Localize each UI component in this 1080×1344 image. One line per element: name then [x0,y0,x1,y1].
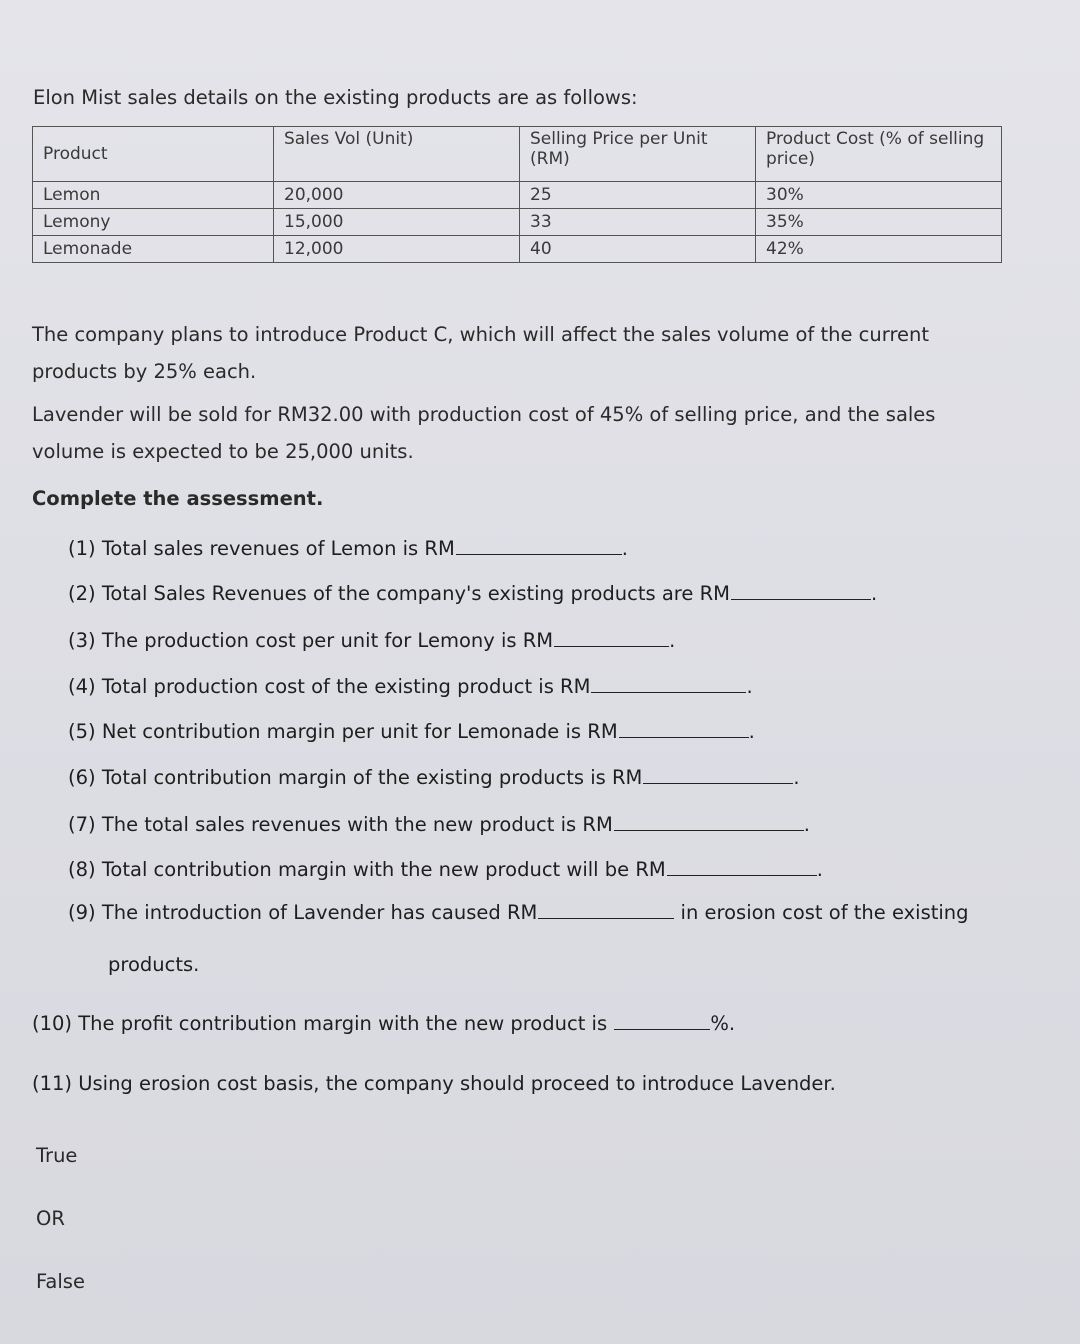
answer-blank[interactable] [591,674,746,693]
question-suffix: . [870,582,878,605]
answer-blank[interactable] [614,1011,710,1030]
question-11: (11) Using erosion cost basis, the company should proceed to introduce Lavender. [32,1072,836,1095]
cell-cost: 30% [756,182,1002,209]
answer-blank[interactable] [554,628,669,647]
question-text: (5) Net contribution margin per unit for Lemonade is RM [68,720,618,743]
question-suffix: %. [710,1012,736,1035]
cell-cost: 42% [756,236,1002,263]
table-row [33,209,1002,236]
cell-price: 33 [520,209,756,236]
cell-price: 25 [520,182,756,209]
cell-sales-vol: 15,000 [274,209,520,236]
question-suffix: . [793,766,800,789]
paragraph-product-c: The company plans to introduce Product C, which will affect the sales volume of the current products by 25% each. [32,323,930,383]
question-text: (1) Total sales revenues of Lemon is RM [68,537,455,560]
question-6 [68,765,800,789]
question-suffix: . [669,629,676,652]
header-sales-vol: Sales Vol (Unit) [274,127,520,182]
header-selling-price: Selling Price per Unit (RM) [520,127,756,182]
answer-blank[interactable] [538,900,674,919]
option-separator: OR [36,1207,65,1230]
question-4 [68,674,753,698]
question-text: (6) Total contribution margin of the existing products is RM [68,766,643,789]
question-9 [68,900,969,924]
table-row [33,182,1002,209]
question-text: (10) The profit contribution margin with the new product is [32,1012,608,1035]
question-9-continuation: products. [108,953,200,976]
question-text: (7) The total sales revenues with the new product is RM [68,813,613,836]
cell-product: Lemonade [33,236,274,263]
question-suffix: . [816,858,823,881]
cell-price: 40 [520,236,756,263]
paragraph-lavender: Lavender will be sold for RM32.00 with production cost of 45% of selling price, and the sales volume is expected to be 25,000 units. [32,403,936,463]
question-7 [68,812,810,836]
question-10 [32,1011,735,1035]
answer-blank[interactable] [614,812,804,831]
answer-blank[interactable] [667,857,817,876]
option-false[interactable]: False [36,1270,85,1293]
intro-text: Elon Mist sales details on the existing products are as follows: [33,86,638,109]
question-suffix: . [748,720,755,743]
question-8 [68,857,823,881]
products-table [32,126,1002,263]
question-text: (4) Total production cost of the existing product is RM [68,675,591,698]
question-5 [68,719,755,743]
cell-sales-vol: 12,000 [274,236,520,263]
option-true[interactable]: True [36,1144,78,1167]
table-row [33,236,1002,263]
question-text: (8) Total contribution margin with the new product will be RM [68,858,666,881]
question-suffix: . [621,537,628,560]
cell-cost: 35% [756,209,1002,236]
header-product: Product [33,127,274,182]
question-suffix: in erosion cost of the existing [680,901,969,924]
answer-blank[interactable] [731,581,871,600]
question-text: (3) The production cost per unit for Lemony is RM [68,629,554,652]
question-text: (2) Total Sales Revenues of the company's existing products are RM [68,582,730,605]
question-1 [68,536,628,560]
answer-blank[interactable] [456,536,622,555]
cell-product: Lemony [33,209,274,236]
answer-blank[interactable] [619,719,749,738]
cell-sales-vol: 20,000 [274,182,520,209]
question-suffix: . [746,675,753,698]
header-product-cost: Product Cost (% of selling price) [756,127,1002,182]
answer-blank[interactable] [643,765,793,784]
question-2 [68,581,877,605]
cell-product: Lemon [33,182,274,209]
question-text: (9) The introduction of Lavender has caused RM [68,901,538,924]
question-3 [68,628,675,652]
table-header-row [33,127,1002,182]
question-suffix: . [803,813,810,836]
assessment-heading: Complete the assessment. [32,487,324,510]
